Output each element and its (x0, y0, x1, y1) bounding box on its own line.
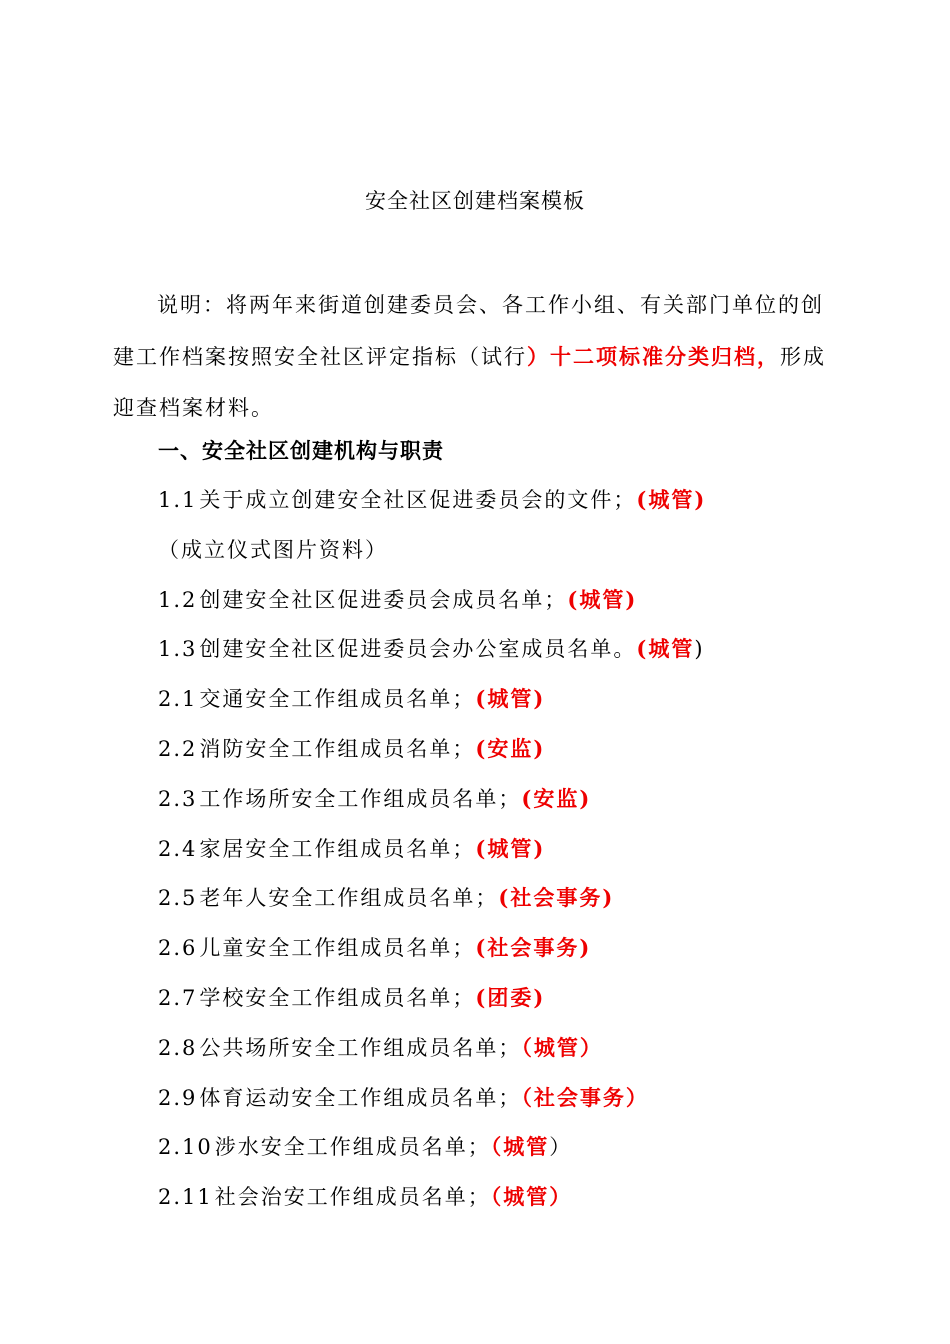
item-number: 2.3 (158, 786, 198, 811)
list-item (158, 729, 858, 769)
item-number: 2.8 (158, 1035, 198, 1060)
item-number: 2.10 (158, 1135, 213, 1160)
intro-tail: 形成迎查档案材料。 (113, 345, 826, 420)
item-department: (城管) (475, 686, 546, 712)
item-text: 消防安全工作组成员名单； (199, 737, 476, 761)
item-number: 1.1 (158, 488, 198, 512)
item-department: (安监) (521, 785, 592, 811)
list-item (158, 530, 858, 570)
item-text: 学校安全工作组成员名单； (199, 986, 476, 1010)
list-item (158, 1078, 858, 1118)
item-number: 2.1 (158, 687, 198, 712)
item-department: （城管 (490, 1134, 550, 1160)
item-department: (城管) (636, 487, 707, 512)
item-text: 创建安全社区促进委员会成员名单； (199, 587, 568, 612)
item-department: (安监) (475, 736, 546, 761)
item-text: 创建安全社区促进委员会办公室成员名单。 (199, 637, 637, 662)
item-number: 2.7 (158, 986, 198, 1010)
item-department: （城管） (490, 1184, 573, 1210)
intro-paragraph (113, 280, 841, 434)
item-text: 体育运动安全工作组成员名单； (199, 1085, 522, 1110)
list-item (158, 829, 858, 869)
item-number: 2.4 (158, 836, 198, 861)
list-item (158, 978, 858, 1018)
intro-lead: 说明：将两年来街道创建委员会、各工作小组、有关部门单位的创建工作档案按照安全社区评定指标（试行 (113, 293, 824, 369)
list-item (158, 1028, 858, 1068)
item-text: 儿童安全工作组成员名单； (199, 936, 476, 961)
list-item (158, 1127, 858, 1167)
item-text: 社会治安工作组成员名单； (214, 1185, 491, 1210)
item-department: (社会事务) (498, 885, 615, 911)
list-item (158, 878, 858, 918)
item-department: （城管） (521, 1034, 603, 1060)
item-department: （社会事务） (521, 1084, 649, 1110)
item-text: （成立仪式图片资料） (158, 537, 388, 562)
list-item (158, 679, 858, 719)
list-item (158, 928, 858, 968)
item-number: 2.11 (158, 1185, 213, 1210)
list-item (158, 480, 858, 520)
item-text: 涉水安全工作组成员名单； (214, 1135, 491, 1160)
document-title: 安全社区创建档案模板 (365, 189, 585, 213)
list-item (158, 580, 858, 620)
item-number: 2.9 (158, 1085, 198, 1110)
item-department: (社会事务) (475, 935, 592, 961)
item-text: 关于成立创建安全社区促进委员会的文件； (199, 488, 637, 512)
item-text: 工作场所安全工作组成员名单； (199, 786, 522, 811)
item-department: (城管) (475, 835, 546, 861)
section-heading: 一、安全社区创建机构与职责 (158, 438, 444, 463)
item-text: 公共场所安全工作组成员名单； (199, 1035, 522, 1060)
item-department: (城管) (567, 586, 638, 612)
item-number: 2.2 (158, 737, 198, 761)
item-number: 1.3 (158, 637, 198, 662)
list-item (158, 779, 858, 819)
item-department: (城管 (636, 636, 695, 662)
list-item (158, 1177, 858, 1217)
item-text: 老年人安全工作组成员名单； (199, 886, 499, 911)
item-number: 1.2 (158, 587, 198, 612)
item-close: ） (549, 1135, 573, 1160)
item-department: (团委) (475, 985, 546, 1010)
list-item (158, 629, 858, 669)
item-number: 2.6 (158, 936, 198, 961)
item-text: 家居安全工作组成员名单； (199, 836, 476, 861)
item-number: 2.5 (158, 886, 198, 911)
intro-highlight: ）十二项标准分类归档， (527, 344, 780, 369)
item-text: 交通安全工作组成员名单； (199, 687, 476, 712)
item-close: ) (694, 637, 705, 662)
